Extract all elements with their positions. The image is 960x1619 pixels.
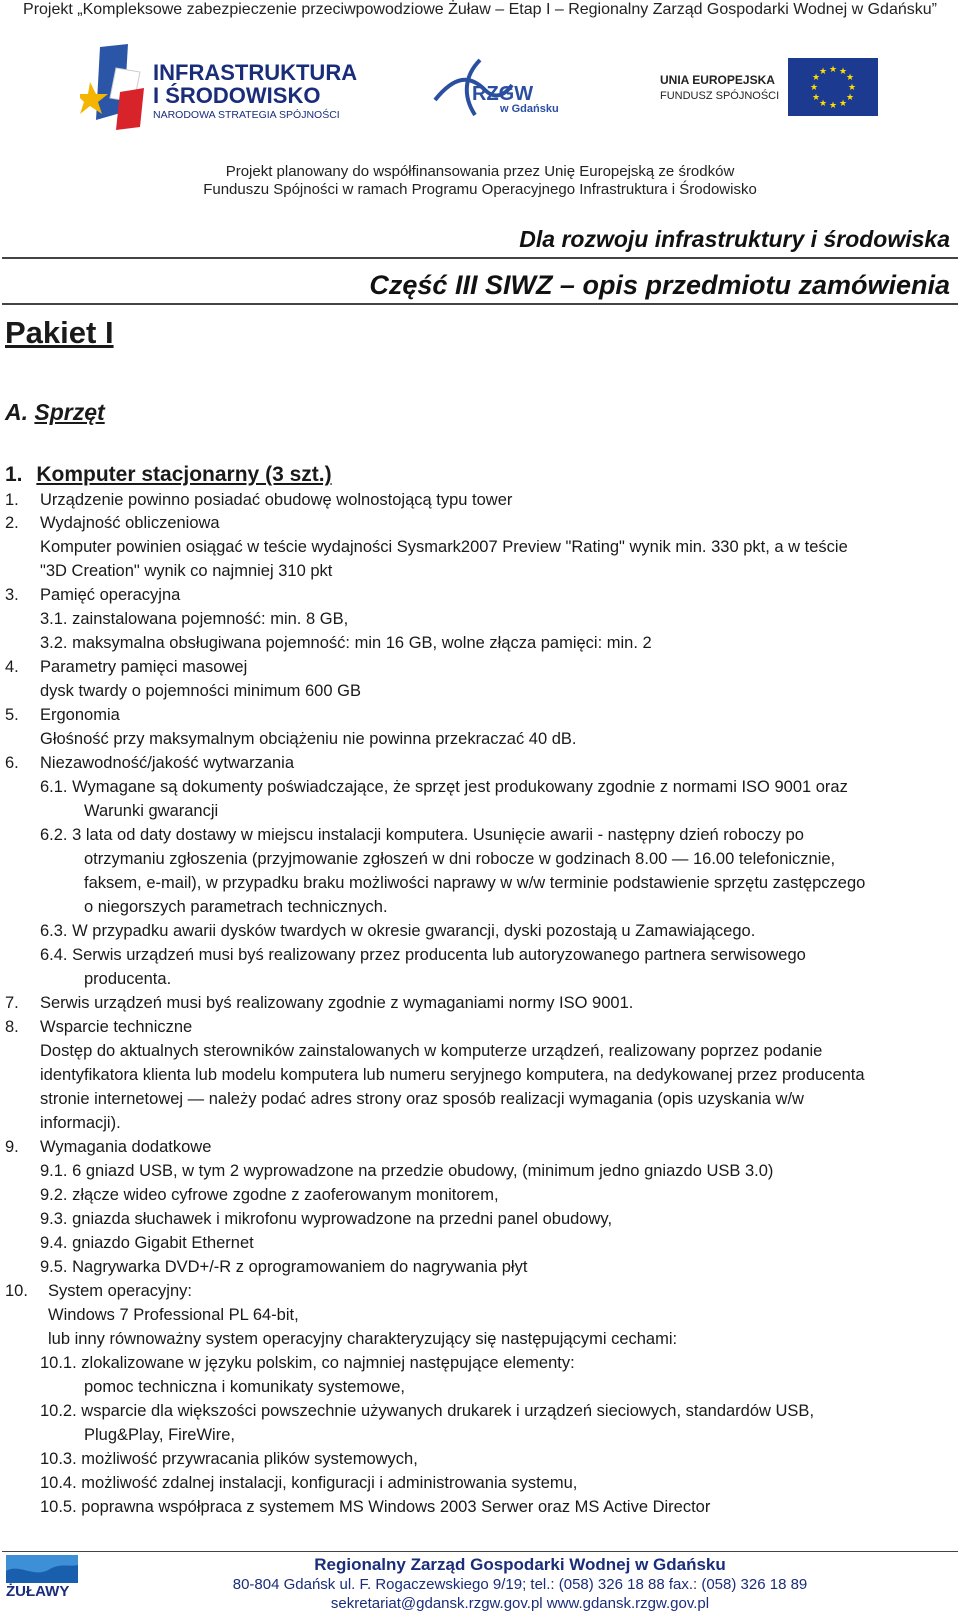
zulawy-logo <box>4 1553 80 1603</box>
spec-line: 3.2. maksymalna obsługiwana pojemność: min 16 GB, wolne złącza pamięci: min. 2 <box>40 634 652 652</box>
eu-flag-icon <box>788 58 878 116</box>
spec-line: Ergonomia <box>40 706 120 724</box>
svg-text:★: ★ <box>847 83 857 93</box>
spec-number: 4. <box>5 658 19 676</box>
cofinancing-line-1: Projekt planowany do współfinansowania przez Unię Europejską ze środków <box>225 163 735 180</box>
spec-line: stronie internetowej — należy podać adres strony oraz sposób realizacji wymagania (opis uzyskania w/w <box>40 1090 804 1108</box>
spec-line: Urządzenie powinno posiadać obudowę wolnostojącą typu tower <box>40 491 513 509</box>
spec-line: 10.4. możliwość zdalnej instalacji, konfiguracji i administrowania systemu, <box>40 1474 578 1492</box>
spec-line: 9.3. gniazda słuchawek i mikrofonu wyprowadzone na przedni panel obudowy, <box>40 1210 613 1228</box>
rzgw-text: RZGW <box>472 83 534 105</box>
spec-line: faksem, e-mail), w przypadku braku możliwości naprawy w w/w terminie podstawienie sprzętu zastępczego <box>84 874 866 892</box>
spec-line: Parametry pamięci masowej <box>40 658 248 676</box>
spec-line: Warunki gwarancji <box>84 802 219 820</box>
spec-line: Dostęp do aktualnych sterowników zainstalowanych w komputerze urządzeń, realizowany poprzez podanie <box>40 1042 823 1060</box>
footer-address: 80-804 Gdańsk ul. F. Rogaczewskiego 9/19; tel.: (058) 326 18 88 fax.: (058) 326 18 89 <box>232 1576 808 1593</box>
spec-line: Komputer powinien osiągać w teście wydajności Sysmark2007 Preview "Rating" wynik min. 330 pkt, a w teście <box>40 538 848 556</box>
cofinancing-line-2: Funduszu Spójności w ramach Programu Operacyjnego Infrastruktura i Środowisko <box>203 181 757 198</box>
footer-divider <box>2 1551 958 1552</box>
spec-line: pomoc techniczna i komunikaty systemowe, <box>84 1378 405 1396</box>
spec-line: otrzymaniu zgłoszenia (przyjmowanie zgłoszeń w dni robocze w godzinach 8.00 — 16.00 telefonicznie, <box>84 850 836 868</box>
section-heading <box>5 399 105 426</box>
spec-line: 9.1. 6 gniazd USB, w tym 2 wyprowadzone na przedzie obudowy, (minimum jedno gniazdo USB 3.0) <box>40 1162 774 1180</box>
svg-text:★: ★ <box>809 83 819 93</box>
infra-line3: NARODOWA STRATEGIA SPÓJNOŚCI <box>153 109 340 121</box>
project-header: Projekt „Kompleksowe zabezpieczenie przeciwpowodziowe Żuław – Etap I – Regionalny Zarząd Gospodarki Wodnej w Gdańsku” <box>23 1 937 18</box>
spec-line: identyfikatora klienta lub modelu komputera lub numeru seryjnego komputera, na dedykowanej przez producenta <box>40 1066 865 1084</box>
spec-line: 9.4. gniazdo Gigabit Ethernet <box>40 1234 254 1252</box>
spec-line: informacji). <box>40 1114 121 1132</box>
svg-text:★: ★ <box>818 67 828 77</box>
spec-number: 9. <box>5 1138 19 1156</box>
spec-number: 10. <box>5 1282 28 1300</box>
svg-text:★: ★ <box>811 93 821 103</box>
section-marker: A. <box>5 399 28 425</box>
spec-line: 6.2. 3 lata od daty dostawy w miejscu instalacji komputera. Usunięcie awarii - następny dzień roboczy po <box>40 826 804 844</box>
spec-line: 9.5. Nagrywarka DVD+/-R z oprogramowaniem do nagrywania płyt <box>40 1258 528 1276</box>
spec-line: 6.3. W przypadku awarii dysków twardych w okresie gwarancji, dyski pozostają u Zamawiającego. <box>40 922 756 940</box>
spec-line: 3.1. zainstalowana pojemność: min. 8 GB, <box>40 610 349 628</box>
infra-line1: INFRASTRUKTURA <box>153 60 358 85</box>
document-subtitle: Część III SIWZ – opis przedmiotu zamówienia <box>369 270 950 300</box>
spec-line: Windows 7 Professional PL 64-bit, <box>48 1306 299 1324</box>
footer-title: Regionalny Zarząd Gospodarki Wodnej w Gdańsku <box>314 1555 726 1574</box>
svg-text:★: ★ <box>818 99 828 109</box>
svg-text:★: ★ <box>828 65 838 75</box>
eu-line1: UNIA EUROPEJSKA <box>660 73 775 87</box>
spec-line: 9.2. złącze wideo cyfrowe zgodne z zaoferowanym monitorem, <box>40 1186 499 1204</box>
svg-text:★: ★ <box>845 73 855 83</box>
spec-line: 10.2. wsparcie dla większości powszechnie używanych drukarek i urządzeń sieciowych, standardów USB, <box>40 1402 815 1420</box>
item-title: Komputer stacjonarny (3 szt.) <box>36 463 332 486</box>
spec-line: Głośność przy maksymalnym obciążeniu nie powinna przekraczać 40 dB. <box>40 730 577 748</box>
spec-number: 2. <box>5 514 19 532</box>
spec-number: 5. <box>5 706 19 724</box>
spec-line: Wsparcie techniczne <box>40 1018 193 1036</box>
spec-line: 6.4. Serwis urządzeń musi byś realizowany przez producenta lub autoryzowanego partnera serwisowego <box>40 946 806 964</box>
zulawy-text: ŻUŁAWY <box>6 1583 70 1600</box>
section-title: Sprzęt <box>34 399 105 425</box>
spec-line: Wymagania dodatkowe <box>40 1138 212 1156</box>
spec-number: 8. <box>5 1018 19 1036</box>
slogan: Dla rozwoju infrastruktury i środowiska <box>519 226 950 252</box>
spec-line: 10.3. możliwość przywracania plików systemowych, <box>40 1450 418 1468</box>
spec-number: 7. <box>5 994 19 1012</box>
eu-logo <box>660 58 880 118</box>
spec-line: 10.5. poprawna współpraca z systemem MS Windows 2003 Serwer oraz MS Active Director <box>40 1498 711 1516</box>
subtitle-divider <box>2 303 958 305</box>
spec-line: producenta. <box>84 970 172 988</box>
infrastruktura-flag-icon <box>80 42 160 132</box>
spec-line: o niegorszych parametrach technicznych. <box>84 898 388 916</box>
spec-line: 10.1. zlokalizowane w języku polskim, co najmniej następujące elementy: <box>40 1354 575 1372</box>
infra-line2: I ŚRODOWISKO <box>153 83 321 108</box>
pakiet-heading: Pakiet I <box>5 315 114 350</box>
svg-text:★: ★ <box>838 67 848 77</box>
spec-line: lub inny równoważny system operacyjny charakteryzujący się następującymi cechami: <box>48 1330 678 1348</box>
rzgw-logo <box>430 55 570 125</box>
spec-line: Serwis urządzeń musi byś realizowany zgodnie z wymaganiami normy ISO 9001. <box>40 994 634 1012</box>
spec-line: dysk twardy o pojemności minimum 600 GB <box>40 682 361 700</box>
spec-line: 6.1. Wymagane są dokumenty poświadczające, że sprzęt jest produkowany zgodnie z normami ISO 9001 oraz <box>40 778 848 796</box>
infrastruktura-logo <box>80 42 380 132</box>
header-divider <box>2 257 958 259</box>
svg-text:★: ★ <box>845 93 855 103</box>
svg-text:★: ★ <box>828 101 838 111</box>
svg-text:★: ★ <box>838 99 848 109</box>
footer-contact: sekretariat@gdansk.rzgw.gov.pl www.gdansk.rzgw.gov.pl <box>330 1595 710 1612</box>
rzgw-subtext: w Gdańsku <box>500 103 559 115</box>
svg-text:★: ★ <box>811 73 821 83</box>
spec-line: Wydajność obliczeniowa <box>40 514 220 532</box>
spec-line: "3D Creation" wynik co najmniej 310 pkt <box>40 562 333 580</box>
spec-number: 1. <box>5 491 19 509</box>
spec-line: Plug&Play, FireWire, <box>84 1426 235 1444</box>
item-number: 1. <box>5 463 23 486</box>
spec-number: 3. <box>5 586 19 604</box>
item-heading <box>5 463 332 487</box>
spec-line: System operacyjny: <box>48 1282 192 1300</box>
spec-line: Niezawodność/jakość wytwarzania <box>40 754 295 772</box>
spec-line: Pamięć operacyjna <box>40 586 181 604</box>
eu-line2: FUNDUSZ SPÓJNOŚCI <box>660 90 780 102</box>
spec-number: 6. <box>5 754 19 772</box>
